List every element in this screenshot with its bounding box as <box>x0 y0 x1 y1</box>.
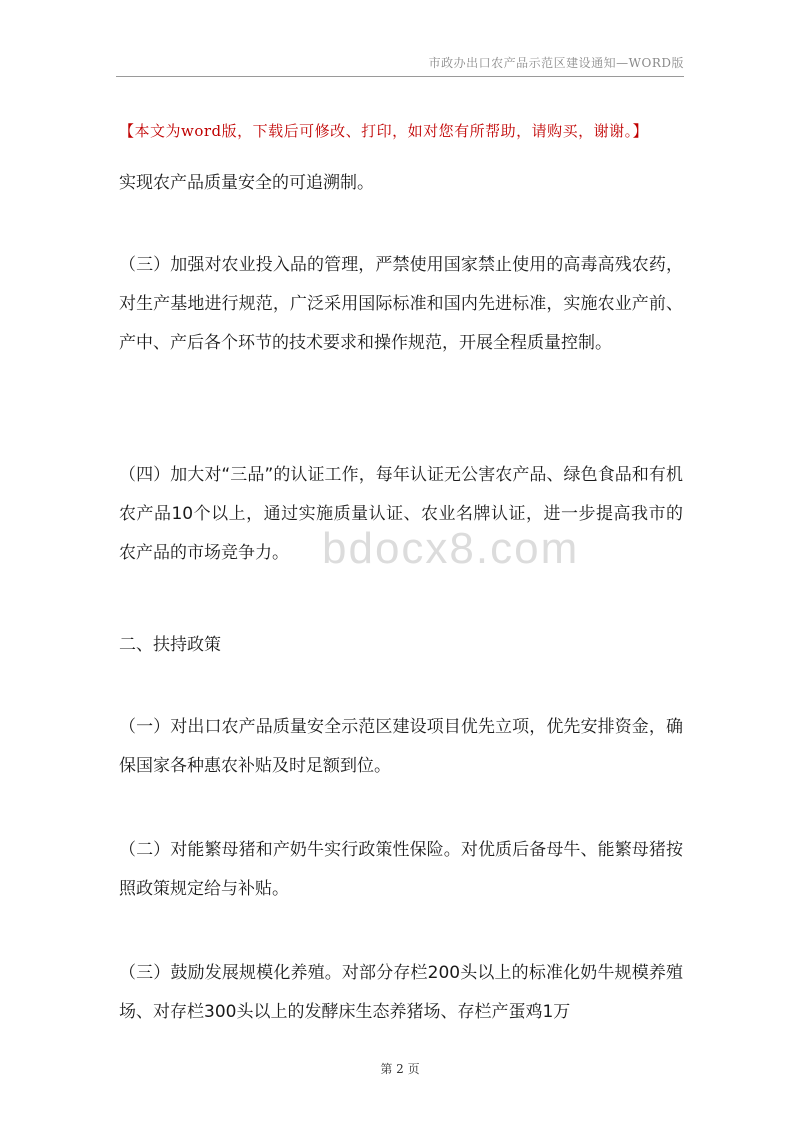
paragraph-certification: （四）加大对“三品”的认证工作，每年认证无公害农产品、绿色食品和有机农产品10个以上，通过实施质量认证、农业名牌认证，进一步提高我市的农产品的市场竞争力。 <box>119 465 683 563</box>
paragraph-scale-farming: （三）鼓励发展规模化养殖。对部分存栏200头以上的标准化奶牛规模养殖场、对存栏300头以上的发酵床生态养猪场、存栏产蛋鸡1万 <box>119 963 683 1022</box>
page-number: 第 2 页 <box>380 1062 420 1076</box>
watermark-text: bdocx8.com <box>322 524 580 573</box>
paragraph-project-priority: （一）对出口农产品质量安全示范区建设项目优先立项，优先安排资金，确保国家各种惠农补贴及时足额到位。 <box>119 717 683 776</box>
paragraph-input-management: （三）加强对农业投入品的管理，严禁使用国家禁止使用的高毒高残农药，对生产基地进行规范，广泛采用国际标准和国内先进标准，实施农业产前、产中、产后各个环节的技术要求和操作规范，开展全程质量控制。 <box>119 255 683 353</box>
paragraph-traceability: 实现农产品质量安全的可追溯制。 <box>119 173 374 193</box>
paragraph-insurance: （二）对能繁母猪和产奶牛实行政策性保险。对优质后备母牛、能繁母猪按照政策规定给与补贴。 <box>119 840 683 899</box>
header-divider <box>116 76 684 77</box>
purchase-notice: 【本文为word版，下载后可修改、打印，如对您有所帮助，请购买，谢谢。】 <box>119 122 649 140</box>
document-header-title: 市政办出口农产品示范区建设通知—WORD版 <box>428 56 684 70</box>
section-heading-support-policy: 二、扶持政策 <box>119 635 221 655</box>
